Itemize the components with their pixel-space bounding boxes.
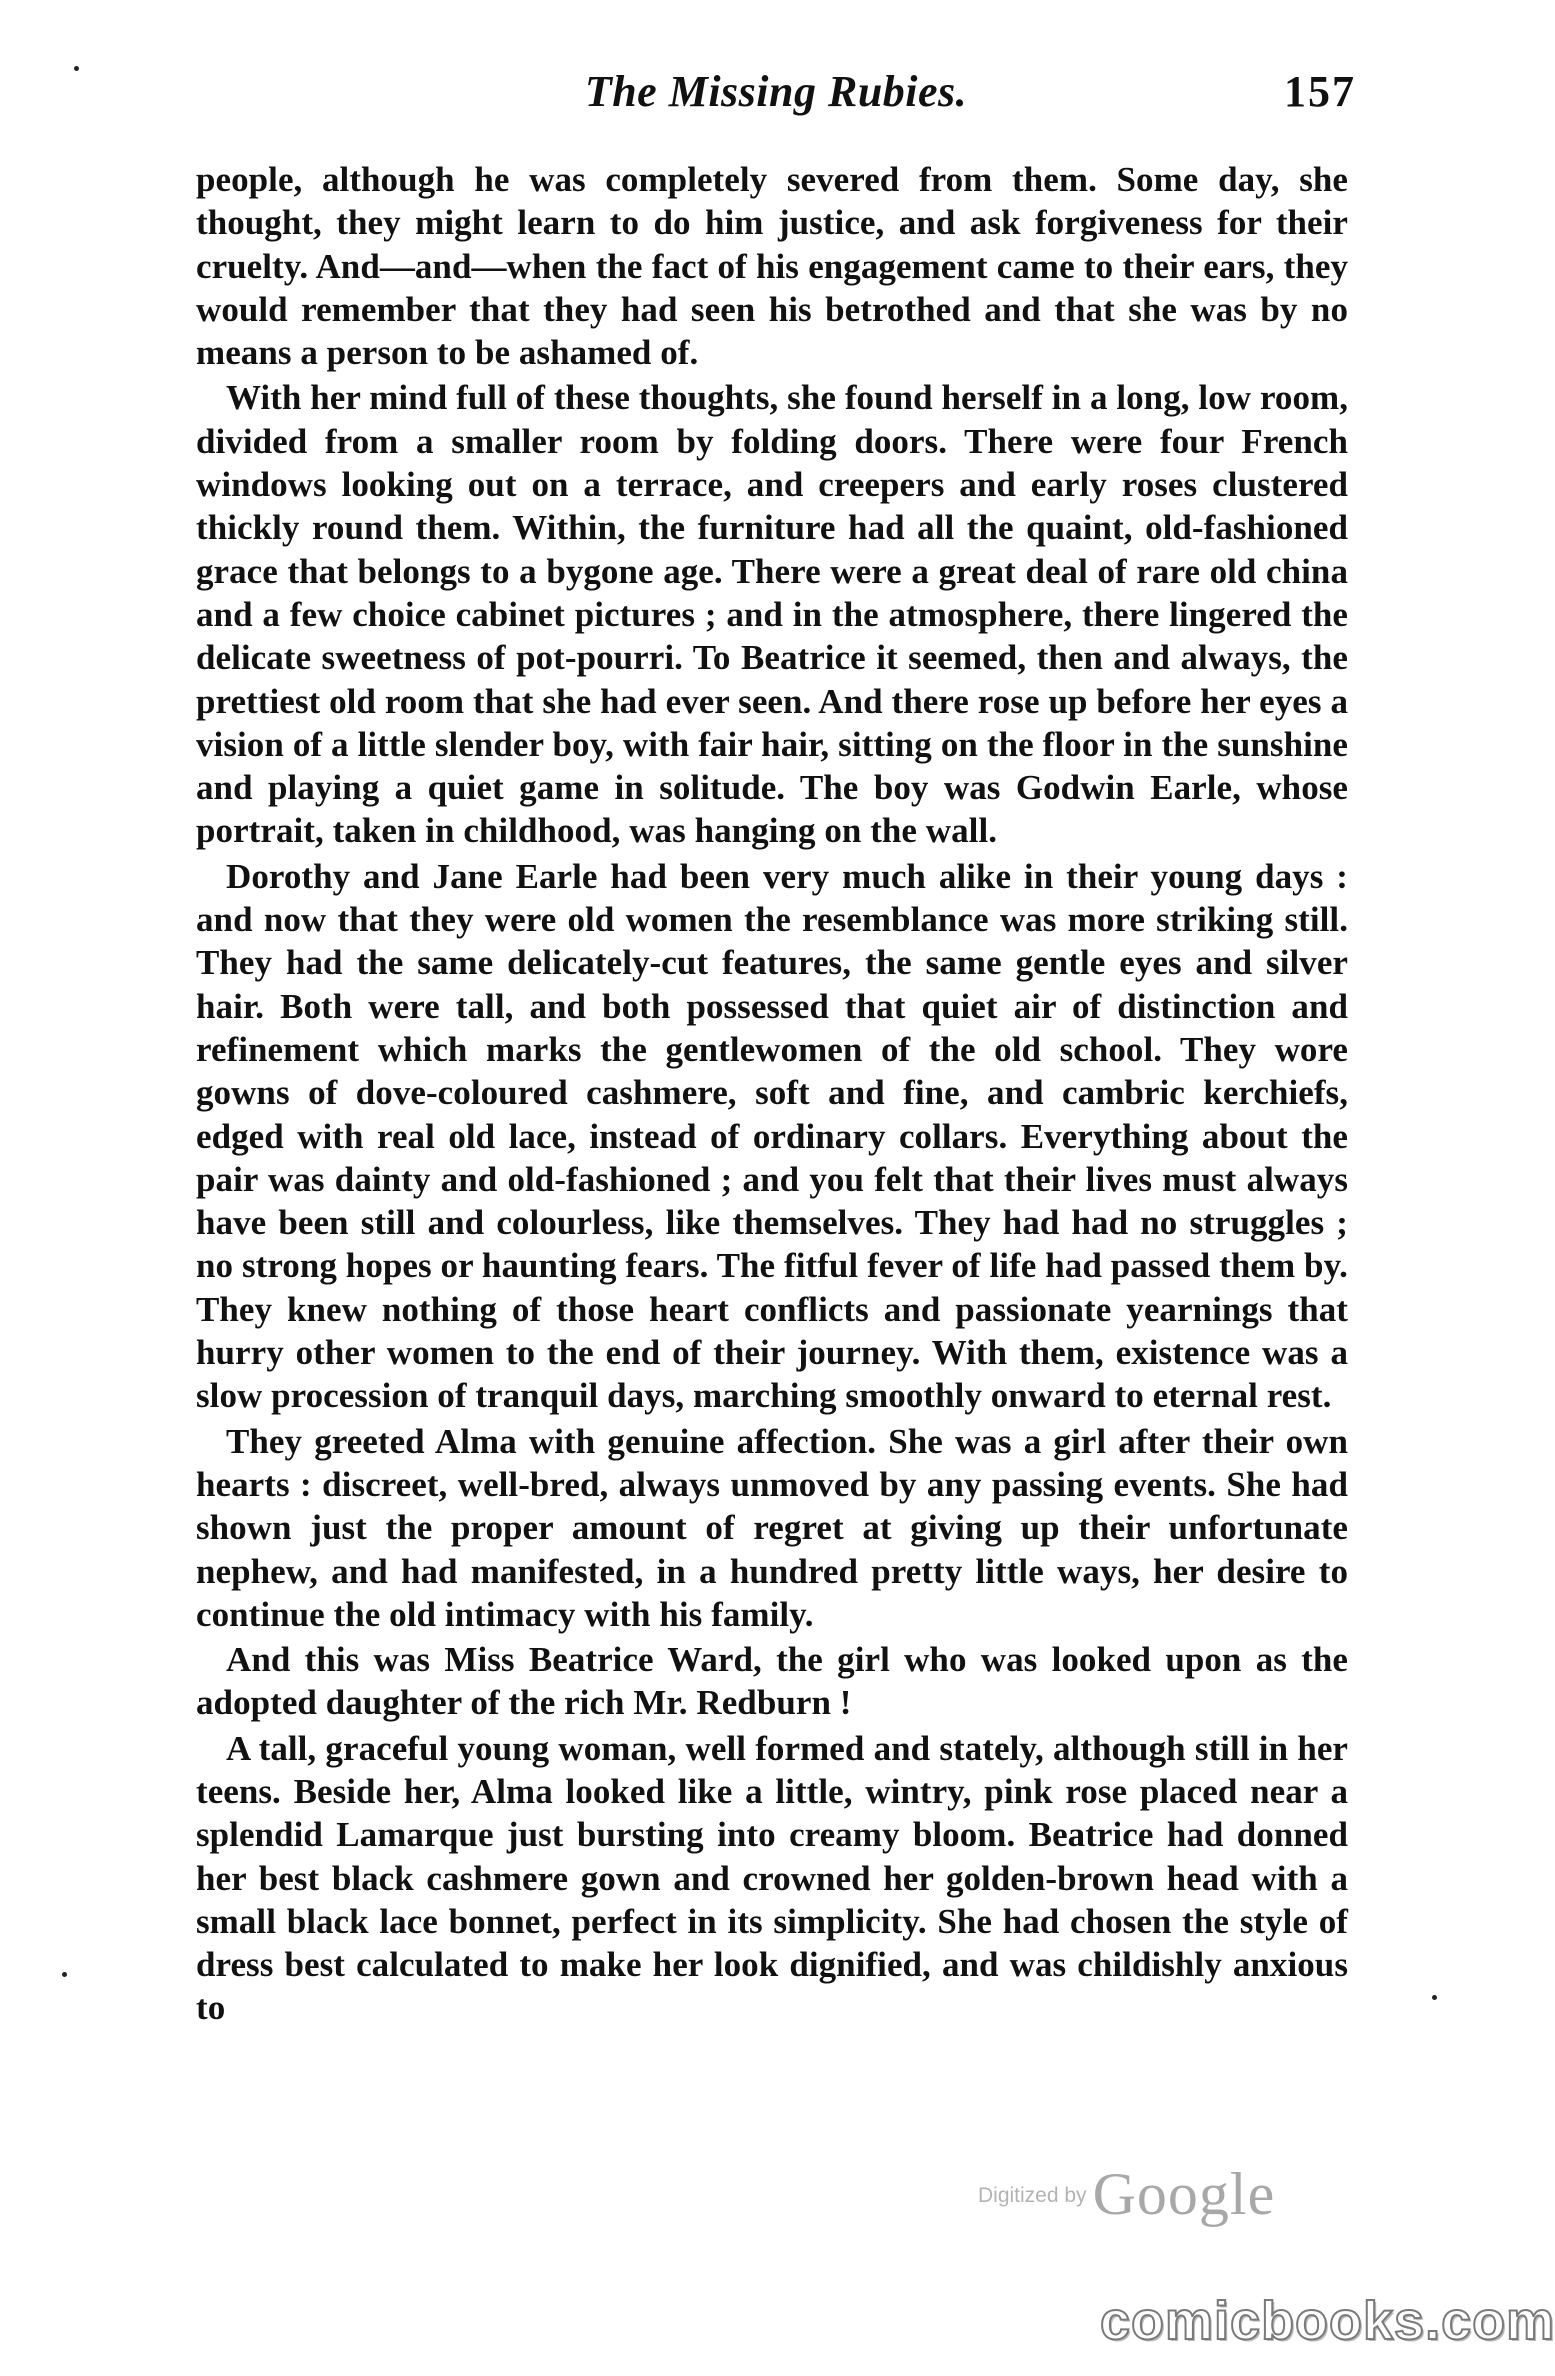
paragraph: people, although he was completely severed from them. Some day, she thought, they might learn to do him justice, and ask forgiveness for their cruelty. And—and—when the fact of his engagement came to their ears, they would remember that they had seen his betrothed and that she was by no means a person to be ashamed of. (196, 160, 1348, 373)
scan-speck (74, 66, 79, 71)
scan-speck (62, 1972, 67, 1977)
digitized-prefix: Digitized by (978, 2184, 1087, 2207)
body-text (196, 158, 1348, 2032)
paragraph: Dorothy and Jane Earle had been very much alike in their young days : and now that they were old women the resemblance was more striking still. They had the same delicately-cut features, the same gentle eyes and silver hair. Both were tall, and both possessed that quiet air of distinction and refinement which marks the gentlewomen of the old school. They wore gowns of dove-coloured cashmere, soft and fine, and cambric kerchiefs, edged with real old lace, instead of ordinary collars. Everything about the pair was dainty and old-fashioned ; and you felt that their lives must always have been still and colourless, like themselves. They had had no struggles ; no strong hopes or haunting fears. The fitful fever of life had passed them by. They knew nothing of those heart conflicts and passionate yearnings that hurry other women to the end of their journey. With them, existence was a slow procession of tranquil days, marching smoothly onward to eternal rest. (196, 856, 1348, 1416)
running-title: The Missing Rubies. (584, 67, 968, 116)
google-logo: Google (1092, 2161, 1276, 2227)
page-number: 157 (1284, 67, 1356, 116)
page-header (196, 66, 1356, 136)
site-watermark: comicbooks.com (1100, 2291, 1555, 2351)
paragraph: A tall, graceful young woman, well formed and stately, although still in her teens. Beside her, Alma looked like a little, wintry, pink rose placed near a splendid Lamarque just bursting into creamy bloom. Beatrice had donned her best black cashmere gown and crowned her golden-brown head with a small black lace bonnet, perfect in its simplicity. She had chosen the style of dress best calculated to make her look dignified, and was childishly anxious to (196, 1728, 1348, 2028)
paragraph: They greeted Alma with genuine affection. She was a girl after their own hearts : discreet, well-bred, always unmoved by any passing events. She had shown just the proper amount of regret at giving up their unfortunate nephew, and had manifested, in a hundred pretty little ways, her desire to continue the old intimacy with his family. (196, 1421, 1348, 1634)
paragraph: And this was Miss Beatrice Ward, the girl who was looked upon as the adopted daughter of the rich Mr. Redburn ! (196, 1640, 1348, 1723)
scan-speck (1432, 1995, 1437, 2000)
digitized-by-stamp (978, 2160, 1298, 2229)
paragraph: With her mind full of these thoughts, she found herself in a long, low room, divided from a smaller room by folding doors. There were four French windows looking out on a terrace, and creepers and early roses clustered thickly round them. Within, the furniture had all the quaint, old-fashioned grace that belongs to a bygone age. There were a great deal of rare old china and a few choice cabinet pictures ; and in the atmosphere, there lingered the delicate sweetness of pot-pourri. To Beatrice it seemed, then and always, the prettiest old room that she had ever seen. And there rose up before her eyes a vision of a little slender boy, with fair hair, sitting on the floor in the sunshine and playing a quiet game in solitude. The boy was Godwin Earle, whose portrait, taken in childhood, was hanging on the wall. (196, 378, 1348, 851)
